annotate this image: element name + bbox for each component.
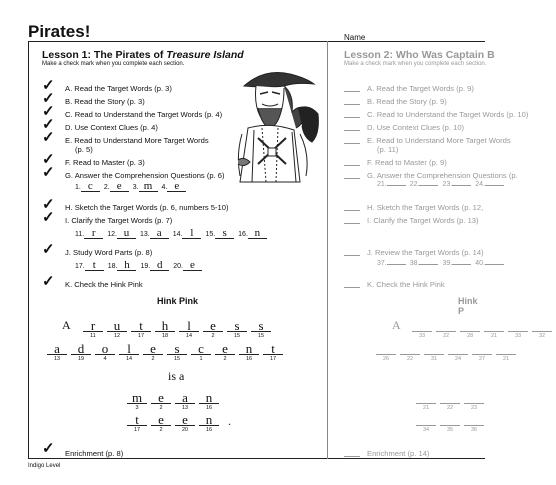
hink-pink-tile[interactable]	[151, 413, 171, 434]
hink-pink-tile[interactable]	[107, 319, 127, 340]
tile-number: 14	[125, 356, 133, 362]
name-label: Name	[344, 33, 366, 42]
answer-letter[interactable]	[452, 185, 471, 186]
tile-letter: t	[263, 342, 283, 355]
lesson1-hink-pink-title: Hink Pink	[157, 296, 199, 306]
page-title: Pirates!	[28, 22, 91, 41]
checklist-item: J. Review the Target Words (p. 14)	[367, 248, 484, 257]
tile-letter	[484, 319, 504, 332]
tile-letter	[460, 319, 480, 332]
checklist-blank[interactable]	[344, 117, 360, 118]
tile-letter	[464, 413, 484, 426]
lesson1-hp-row2	[47, 342, 287, 363]
answer-number: 22.	[409, 181, 420, 188]
lesson1-g-answers	[75, 181, 190, 192]
hink-pink-tile[interactable]	[143, 342, 163, 363]
pirate-illustration	[234, 64, 326, 182]
checklist-item: K. Check the Hink Pink	[367, 280, 445, 289]
answer-letter[interactable]	[419, 264, 438, 265]
answer-letter[interactable]: u	[117, 228, 136, 239]
tile-letter: e	[203, 319, 223, 332]
answer-letter[interactable]	[485, 185, 504, 186]
hink-pink-tile[interactable]	[175, 413, 195, 434]
column-divider	[327, 41, 328, 459]
tile-number: 18	[161, 333, 169, 339]
tile-letter: a	[47, 342, 67, 355]
tile-letter	[400, 342, 420, 355]
tile-letter	[376, 342, 396, 355]
tile-number: 21	[490, 333, 498, 339]
hink-pink-tile[interactable]	[83, 319, 103, 340]
tile-number: 26	[382, 356, 390, 362]
tile-letter: a	[175, 391, 195, 404]
lesson1-hp-lead: A	[62, 318, 71, 332]
hink-pink-tile[interactable]	[440, 391, 460, 412]
hink-pink-tile[interactable]	[155, 319, 175, 340]
tile-letter: t	[127, 413, 147, 426]
lesson2-hp-lead: A	[392, 318, 401, 332]
answer-number: 23.	[442, 181, 453, 188]
hink-pink-tile[interactable]	[151, 391, 171, 412]
tile-letter: c	[191, 342, 211, 355]
tile-number: 16	[245, 356, 253, 362]
lesson1-title-prefix: Lesson 1: The Pirates of	[42, 49, 167, 61]
answer-letter[interactable]: d	[150, 260, 169, 271]
lesson1-hp-mid: is a	[168, 369, 185, 383]
answer-letter[interactable]: a	[150, 228, 169, 239]
tile-letter: r	[83, 319, 103, 332]
checklist-blank[interactable]	[344, 255, 360, 256]
checklist-item: F. Read to Master (p. 9)	[367, 158, 447, 167]
hink-pink-tile[interactable]	[424, 342, 444, 363]
hink-pink-tile[interactable]	[412, 319, 432, 340]
tile-letter: e	[151, 391, 171, 404]
tile-number: 36	[470, 427, 478, 433]
tile-number: 22	[446, 405, 454, 411]
tile-letter: e	[143, 342, 163, 355]
checklist-blank[interactable]	[344, 178, 360, 179]
answer-letter[interactable]: h	[117, 260, 136, 271]
hink-pink-tile[interactable]	[464, 413, 484, 434]
lesson2-enrichment-blank[interactable]	[344, 456, 360, 457]
answer-letter[interactable]	[387, 264, 406, 265]
answer-letter[interactable]	[387, 185, 406, 186]
tile-letter	[416, 413, 436, 426]
tile-letter: t	[131, 319, 151, 332]
enrichment-checkmark[interactable]: ✓	[42, 440, 55, 457]
lesson2-enrichment: Enrichment (p. 14)	[367, 449, 430, 458]
answer-number: 4.	[161, 184, 168, 191]
checklist-item: H. Sketch the Target Words (p. 6, numbers 5-10)	[65, 203, 229, 212]
lesson1-title	[42, 49, 244, 61]
tile-letter	[448, 342, 468, 355]
tile-letter: l	[179, 319, 199, 332]
hink-pink-tile[interactable]	[203, 319, 223, 340]
answer-number: 17.	[75, 263, 85, 270]
lesson2-subtitle: Make a check mark when you complete each section.	[344, 61, 487, 67]
checklist-item: K. Check the Hink Pink	[65, 280, 143, 289]
checklist-item: B. Read the Story (p. 9)	[367, 97, 447, 106]
tile-letter	[436, 319, 456, 332]
answer-letter[interactable]: e	[183, 260, 202, 271]
hink-pink-tile[interactable]	[496, 342, 516, 363]
answer-letter[interactable]: r	[84, 228, 103, 239]
lesson1-hp-row4	[127, 413, 223, 434]
tile-letter	[508, 319, 528, 332]
lesson2-g-blanks	[377, 181, 508, 188]
tile-letter	[412, 319, 432, 332]
tile-letter: e	[151, 413, 171, 426]
tile-number: 17	[137, 333, 145, 339]
checkmark[interactable]: ✓	[42, 273, 55, 290]
hink-pink-tile[interactable]	[71, 342, 91, 363]
tile-letter	[416, 391, 436, 404]
lesson2-hp-row2	[376, 342, 520, 363]
hink-pink-tile[interactable]	[215, 342, 235, 363]
hink-pink-tile[interactable]	[179, 319, 199, 340]
tile-number: 28	[466, 333, 474, 339]
tile-number: 13	[181, 405, 189, 411]
tile-number: 17	[269, 356, 277, 362]
answer-letter[interactable]: e	[167, 181, 186, 192]
checklist-item: A. Read the Target Words (p. 9)	[367, 84, 474, 93]
answer-number: 3.	[132, 184, 139, 191]
answer-number: 20.	[173, 263, 183, 270]
tile-letter	[440, 391, 460, 404]
tile-number: 2	[159, 405, 163, 411]
answer-number: 1.	[75, 184, 81, 191]
hink-pink-tile[interactable]	[440, 413, 460, 434]
hink-pink-tile[interactable]	[227, 319, 247, 340]
checklist-item: C. Read to Understand the Target Words (p. 4)	[65, 110, 223, 119]
lesson1-hp-end: .	[228, 414, 231, 428]
checklist-blank[interactable]	[344, 210, 360, 211]
answer-letter[interactable]: l	[182, 228, 201, 239]
lesson2-hp-row3	[416, 391, 488, 412]
hink-pink-tile[interactable]	[95, 342, 115, 363]
tile-letter: o	[95, 342, 115, 355]
hink-pink-tile[interactable]	[239, 342, 259, 363]
answer-number: 37.	[377, 260, 387, 267]
lesson1-hp-row1	[83, 319, 275, 340]
tile-letter	[464, 391, 484, 404]
hink-pink-tile[interactable]	[400, 342, 420, 363]
tile-letter: u	[107, 319, 127, 332]
answer-number: 14.	[172, 231, 183, 238]
tile-number: 14	[185, 333, 193, 339]
checklist-item: A. Read the Target Words (p. 3)	[65, 84, 172, 93]
tile-number: 2	[211, 333, 215, 339]
tile-number: 15	[257, 333, 265, 339]
tile-letter: n	[199, 413, 219, 426]
hink-pink-tile[interactable]	[484, 319, 504, 340]
checkmark[interactable]: ✓	[42, 196, 55, 213]
tile-number: 1	[199, 356, 203, 362]
tile-number: 22	[442, 333, 450, 339]
checklist-blank[interactable]	[344, 223, 360, 224]
checklist-blank[interactable]	[344, 104, 360, 105]
tile-number: 33	[514, 333, 522, 339]
answer-number: 21.	[377, 181, 387, 188]
answer-letter[interactable]: m	[139, 181, 158, 192]
pirate-drawing-icon	[234, 64, 326, 182]
checklist-item: E. Read to Understand More Target Words	[65, 136, 209, 145]
checklist-item: C. Read to Understand the Target Words (p. 10)	[367, 110, 529, 119]
answer-number: 12.	[107, 231, 117, 238]
answer-number: 18.	[107, 263, 118, 270]
tile-number: 2	[159, 427, 163, 433]
hink-pink-tile[interactable]	[175, 391, 195, 412]
checkmark[interactable]: ✓	[42, 116, 55, 133]
answer-letter[interactable]: c	[81, 181, 100, 192]
checkmark[interactable]: ✓	[42, 90, 55, 107]
tile-number: 16	[205, 427, 213, 433]
footer-level: Indigo Level	[28, 463, 61, 469]
tile-number: 32	[538, 333, 546, 339]
answer-number: 39.	[442, 260, 453, 267]
hink-pink-tile[interactable]	[191, 342, 211, 363]
lesson1-i-answers	[75, 228, 271, 239]
checklist-blank[interactable]	[344, 287, 360, 288]
hink-pink-tile[interactable]	[464, 391, 484, 412]
tile-letter	[440, 413, 460, 426]
hink-pink-tile[interactable]	[508, 319, 528, 340]
tile-number: 2	[151, 356, 155, 362]
checkmark[interactable]: ✓	[42, 77, 55, 94]
answer-number: 2.	[103, 184, 110, 191]
checklist-item: F. Read to Master (p. 3)	[65, 158, 145, 167]
tile-number: 3	[135, 405, 139, 411]
answer-number: 19.	[140, 263, 151, 270]
answer-letter[interactable]	[419, 185, 438, 186]
checklist-item: I. Clarify the Target Words (p. 13)	[367, 216, 479, 225]
tile-letter: s	[251, 319, 271, 332]
tile-number: 35	[446, 427, 454, 433]
hink-pink-tile[interactable]	[119, 342, 139, 363]
hink-pink-tile[interactable]	[251, 319, 271, 340]
checklist-item: D. Use Context Clues (p. 4)	[65, 123, 158, 132]
hink-pink-tile[interactable]	[263, 342, 283, 363]
answer-letter[interactable]	[452, 264, 471, 265]
tile-number: 33	[418, 333, 426, 339]
tile-number: 15	[233, 333, 241, 339]
lesson2-j-blanks	[377, 260, 508, 267]
tile-number: 11	[90, 333, 96, 339]
tile-letter	[424, 342, 444, 355]
lesson1-hp-row3	[127, 391, 223, 412]
hink-pink-tile[interactable]	[436, 319, 456, 340]
checklist-blank[interactable]	[344, 165, 360, 166]
checkmark[interactable]: ✓	[42, 209, 55, 226]
tile-number: 2	[223, 356, 227, 362]
tile-number: 24	[454, 356, 462, 362]
tile-letter: h	[155, 319, 175, 332]
checklist-item: J. Study Word Parts (p. 8)	[65, 248, 153, 257]
hink-pink-tile[interactable]	[131, 319, 151, 340]
tile-letter	[496, 342, 516, 355]
checklist-blank[interactable]	[344, 130, 360, 131]
tile-letter	[472, 342, 492, 355]
lesson2-title: Lesson 2: Who Was Captain B	[344, 49, 495, 61]
checklist-item: G. Answer the Comprehension Questions (p. 6)	[65, 171, 225, 180]
checklist-item: E. Read to Understand More Target Words	[367, 136, 511, 145]
lesson1-enrichment: Enrichment (p. 8)	[65, 449, 124, 458]
checklist-item-cont: (p. 5)	[75, 145, 93, 154]
hink-pink-tile[interactable]	[448, 342, 468, 363]
hink-pink-tile[interactable]	[460, 319, 480, 340]
checklist-blank[interactable]	[344, 143, 360, 144]
tile-letter: e	[175, 413, 195, 426]
answer-letter[interactable]: e	[110, 181, 129, 192]
checklist-item-cont: (p. 11)	[377, 145, 399, 154]
tile-letter: d	[71, 342, 91, 355]
tile-number: 23	[470, 405, 478, 411]
hink-pink-tile[interactable]	[532, 319, 552, 340]
checklist-item: H. Sketch the Target Words (p. 12,	[367, 203, 484, 212]
lesson2-hink-pink-title: Hink P	[458, 296, 478, 316]
answer-number: 13.	[139, 231, 150, 238]
tile-number: 13	[53, 356, 61, 362]
hink-pink-tile[interactable]	[376, 342, 396, 363]
hink-pink-tile[interactable]	[199, 413, 219, 434]
tile-number: 22	[406, 356, 414, 362]
answer-number: 40.	[475, 260, 485, 267]
tile-letter: s	[167, 342, 187, 355]
checkmark[interactable]: ✓	[42, 164, 55, 181]
tile-number: 21	[422, 405, 430, 411]
hink-pink-tile[interactable]	[167, 342, 187, 363]
tile-letter: n	[199, 391, 219, 404]
lesson2-hp-row4	[416, 413, 488, 434]
answer-number: 38.	[409, 260, 420, 267]
tile-number: 34	[422, 427, 430, 433]
tile-number: 27	[478, 356, 486, 362]
checklist-item: G. Answer the Comprehension Questions (p.	[367, 171, 518, 180]
hink-pink-tile[interactable]	[472, 342, 492, 363]
lesson1-subtitle: Make a check mark when you complete each section.	[42, 61, 185, 67]
checklist-blank[interactable]	[344, 91, 360, 92]
checklist-item: D. Use Context Clues (p. 10)	[367, 123, 465, 132]
answer-letter[interactable]: n	[248, 228, 267, 239]
tile-number: 20	[181, 427, 189, 433]
answer-letter[interactable]	[485, 264, 504, 265]
answer-number: 24.	[475, 181, 485, 188]
answer-number: 11.	[75, 231, 85, 238]
checklist-item: I. Clarify the Target Words (p. 7)	[65, 216, 173, 225]
lesson1-title-italic: Treasure Island	[166, 49, 244, 61]
tile-letter: n	[239, 342, 259, 355]
tile-letter: s	[227, 319, 247, 332]
tile-number: 15	[173, 356, 181, 362]
hink-pink-tile[interactable]	[47, 342, 67, 363]
answer-number: 16.	[238, 231, 248, 238]
tile-letter: m	[127, 391, 147, 404]
answer-letter[interactable]: s	[215, 228, 234, 239]
tile-number: 19	[77, 356, 85, 362]
answer-letter[interactable]: t	[85, 260, 104, 271]
hink-pink-tile[interactable]	[416, 413, 436, 434]
answer-number: 15.	[205, 231, 216, 238]
tile-number: 17	[133, 427, 141, 433]
tile-letter: e	[215, 342, 235, 355]
tile-number: 31	[430, 356, 438, 362]
hink-pink-tile[interactable]	[127, 391, 147, 412]
checkmark[interactable]: ✓	[42, 241, 55, 258]
lesson1-j-answers	[75, 260, 206, 271]
tile-number: 21	[502, 356, 510, 362]
tile-number: 16	[205, 405, 213, 411]
tile-letter: l	[119, 342, 139, 355]
checkmark[interactable]: ✓	[42, 103, 55, 120]
hink-pink-tile[interactable]	[416, 391, 436, 412]
hink-pink-tile[interactable]	[199, 391, 219, 412]
lesson2-hp-row1	[412, 319, 556, 340]
checkmark[interactable]: ✓	[42, 151, 55, 168]
tile-letter	[532, 319, 552, 332]
tile-number: 12	[113, 333, 121, 339]
checklist-item: B. Read the Story (p. 3)	[65, 97, 145, 106]
hink-pink-tile[interactable]	[127, 413, 147, 434]
tile-number: 4	[103, 356, 107, 362]
checkmark[interactable]: ✓	[42, 129, 55, 146]
